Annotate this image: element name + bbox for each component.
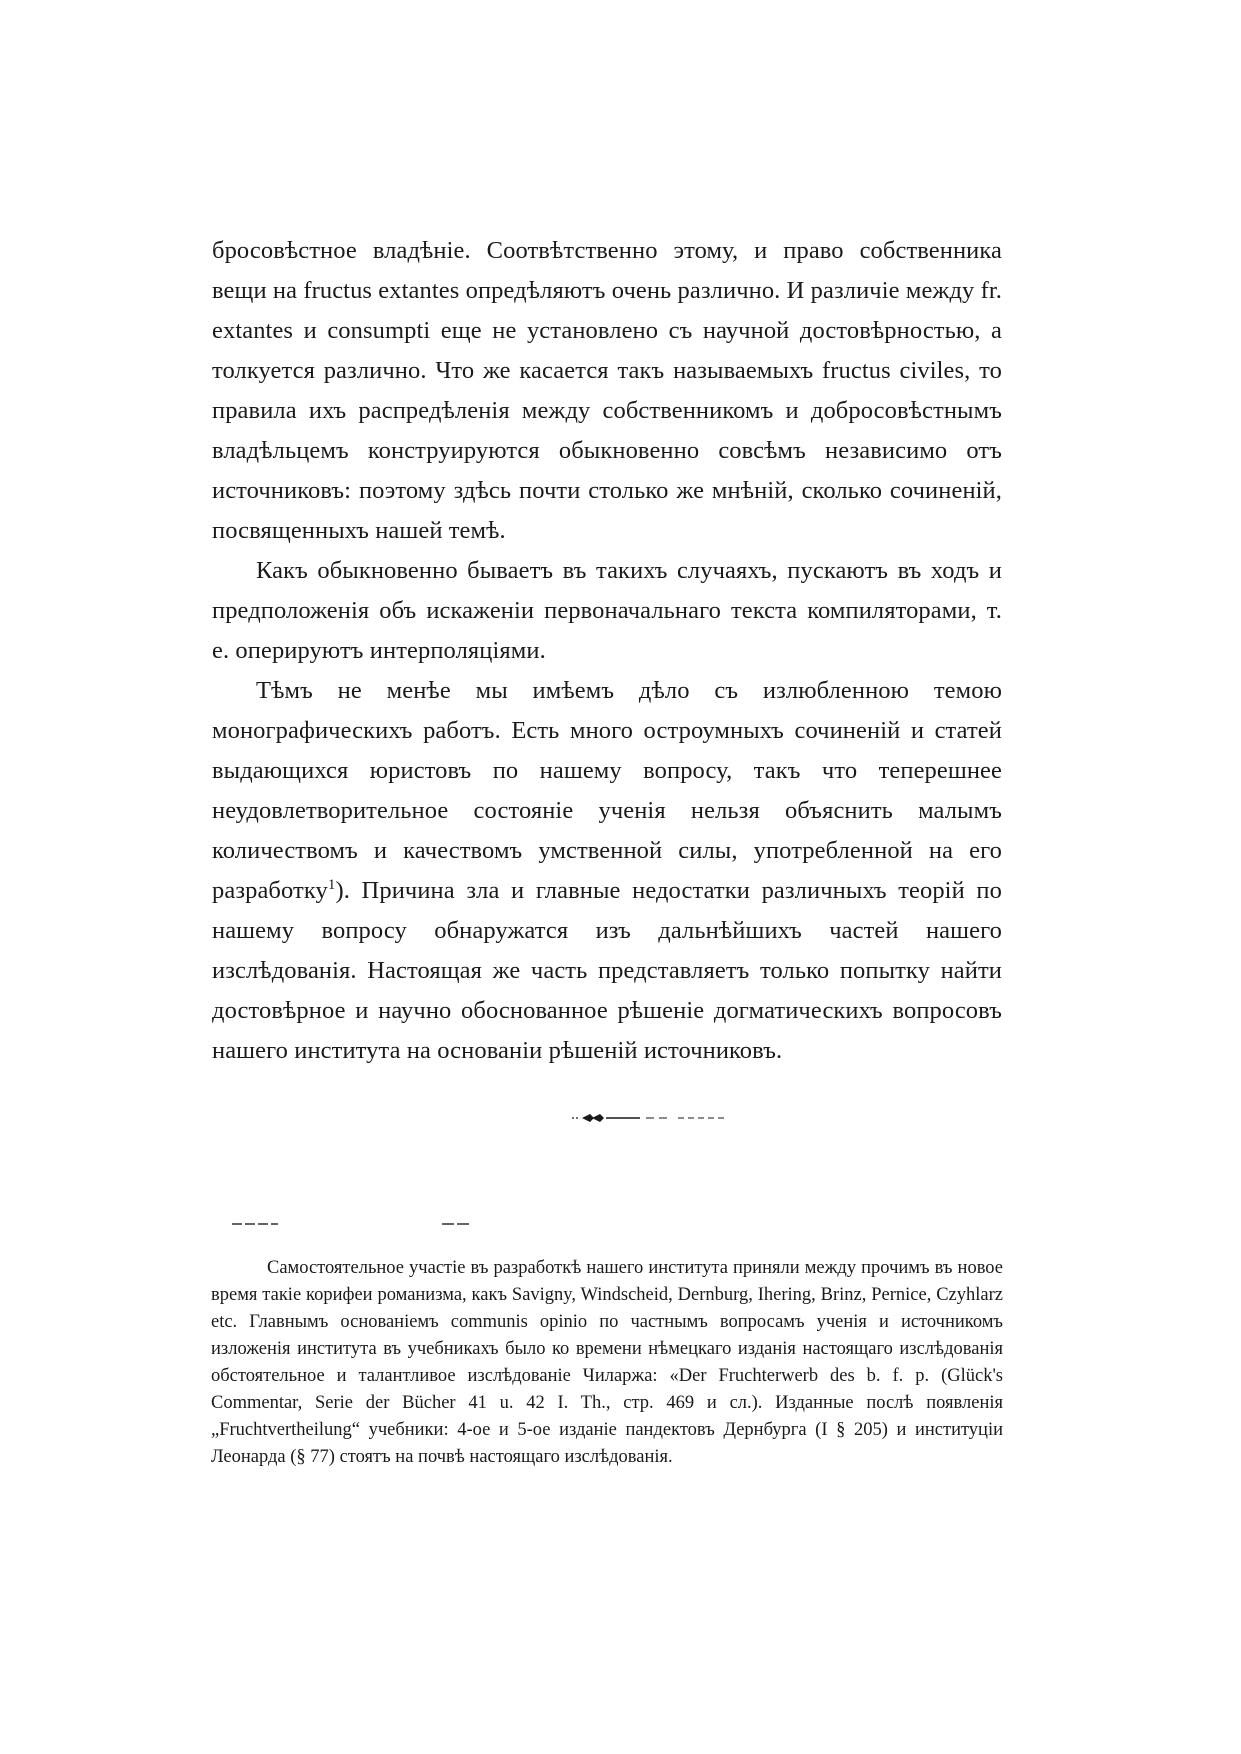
footnote-rule-left <box>232 1222 278 1226</box>
paragraph-monographs-part-2: ). Причина зла и главные недостатки различныхъ теорій по нашему вопросу обнаружатся изъ дальнѣйшихъ частей нашего изслѣдованія. Настоящая же часть представляетъ только попытку найти достовѣрное и научно обоснованное рѣшеніе догматическихъ вопросовъ нашего института на основаніи рѣшеній источниковъ. <box>212 877 1002 1064</box>
main-text <box>212 231 1002 1071</box>
paragraph-monographs <box>212 671 1002 1071</box>
section-end-ornament <box>570 1110 730 1126</box>
paragraph-monographs-part-1: Тѣмъ не менѣе мы имѣемъ дѣло съ излюбленною темою монографическихъ работъ. Есть много остроумныхъ сочиненій и статей выдающихся юристовъ по нашему вопросу, такъ что теперешнее неудовлетворительное состояніе ученія нельзя объяснить малымъ количествомъ и качествомъ умственной силы, употребленной на его разработку <box>212 677 1002 904</box>
footnote-text: Самостоятельное участіе въ разработкѣ нашего института приняли между прочимъ въ новое время такіе корифеи романизма, какъ Savigny, Windscheid, Dernburg, Ihering, Brinz, Pernice, Czyhlarz etc. Главнымъ основаніемъ communis opinio по частнымъ вопросамъ ученія и источникомъ изложенія института въ учебникахъ было ко времени нѣмецкаго изданія настоящаго изслѣдованія обстоятельное и талантливое изслѣдованіе Чиларжа: «Der Fruchterwerb des b. f. p. (Glück's Commentar, Serie der Bücher 41 u. 42 I. Th., стр. 469 и сл.). Изданные послѣ появленія „Fruchtvertheilung“ учебники: 4-ое и 5-ое изданіе пандектовъ Дернбурга (I § 205) и институціи Леонарда (§ 77) стоятъ на почвѣ настоящаго изслѣдованія. <box>211 1258 1003 1467</box>
footnote <box>211 1255 1003 1471</box>
paragraph-continued: бросовѣстное владѣніе. Соотвѣтственно этому, и право собственника вещи на fructus extantes опредѣляютъ очень различно. И различіе между fr. extantes и consumpti еще не установлено съ научной достовѣрностью, а толкуется различно. Что же касается такъ называемыхъ fructus civiles, то правила ихъ распредѣленія между собственникомъ и добросовѣстнымъ владѣльцемъ конструируются обыкновенно совсѣмъ независимо отъ источниковъ: поэтому здѣсь почти столько же мнѣній, сколько сочиненій, посвященныхъ нашей темѣ. <box>212 237 1002 544</box>
paragraph-interpolations: Какъ обыкновенно бываетъ въ такихъ случаяхъ, пускаютъ въ ходъ и предположенія объ искаженіи первоначальнаго текста компиляторами, т. е. оперируютъ интерполяціями. <box>212 557 1002 664</box>
footnote-reference: 1 <box>327 877 336 893</box>
footnote-rule-right <box>442 1222 472 1226</box>
